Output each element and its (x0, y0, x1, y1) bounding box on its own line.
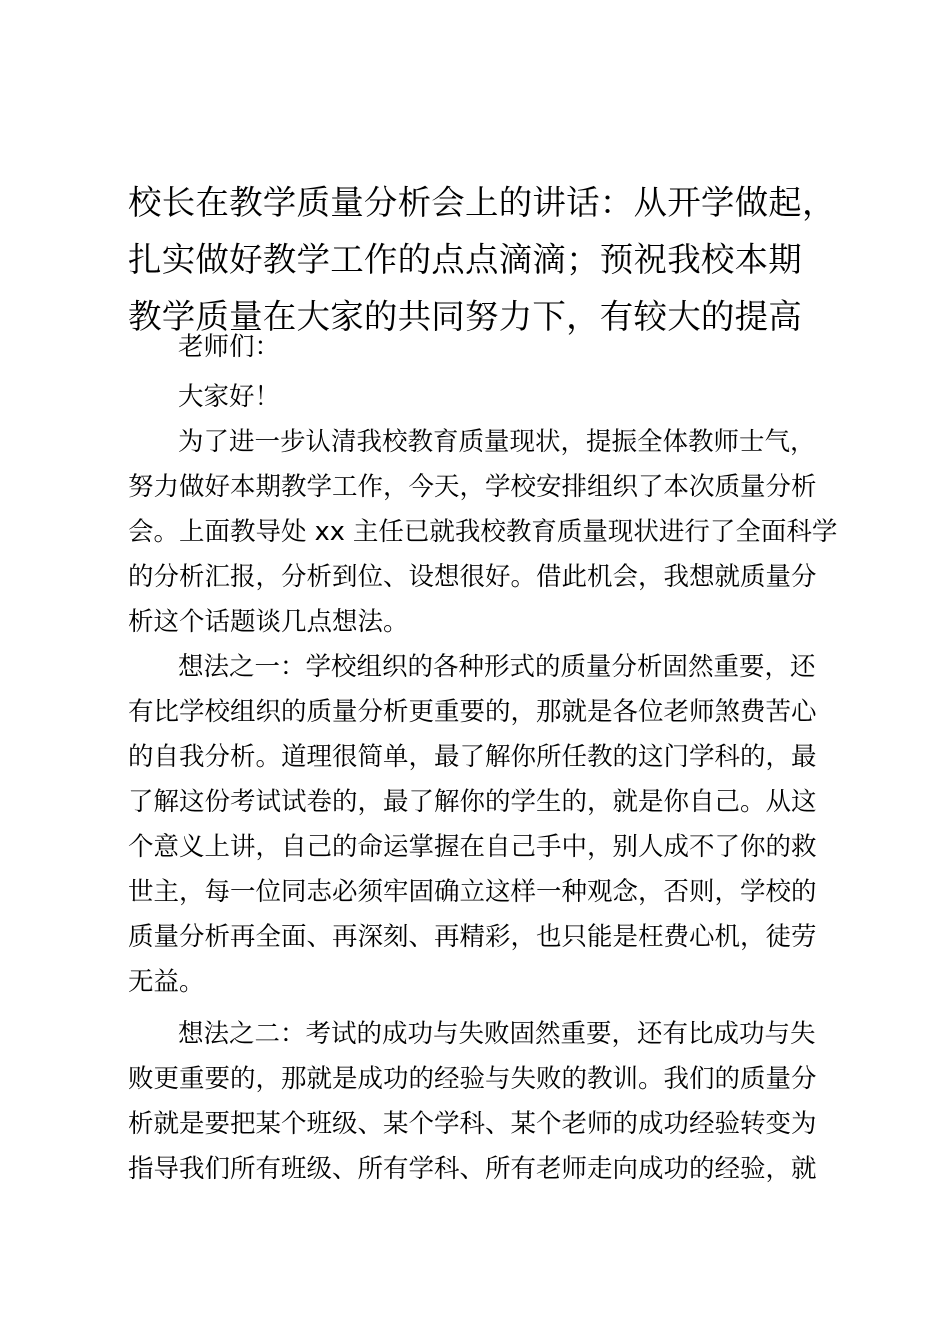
paragraph-line: 想法之二：考试的成功与失败固然重要，还有比成功与失 (178, 1019, 816, 1049)
paragraph-line: 析这个话题谈几点想法。 (128, 607, 409, 637)
paragraph-line: 质量分析再全面、再深刻、再精彩，也只能是枉费心机，徒劳 (128, 922, 817, 952)
paragraph-line: 析就是要把某个班级、某个学科、某个老师的成功经验转变为 (128, 1109, 817, 1139)
paragraph-1 (128, 420, 850, 645)
paragraph-line: 有比学校组织的质量分析更重要的，那就是各位老师煞费苦心 (128, 697, 817, 727)
paragraph-2 (128, 645, 850, 1005)
title-line: 扎实做好教学工作的点点滴滴；预祝我校本期 (128, 240, 802, 279)
paragraph-line: 的分析汇报，分析到位、设想很好。借此机会，我想就质量分 (128, 562, 817, 592)
paragraph-line: 的自我分析。道理很简单，最了解你所任教的这门学科的，最 (128, 742, 817, 772)
paragraph-line: 为了进一步认清我校教育质量现状，提振全体教师士气， (178, 427, 816, 457)
paragraph-line: 指导我们所有班级、所有学科、所有老师走向成功的经验，就 (128, 1154, 817, 1184)
paragraph-line: 了解这份考试试卷的，最了解你的学生的，就是你自己。从这 (128, 787, 817, 817)
paragraph-3 (128, 1012, 850, 1192)
paragraph-line: 想法之一：学校组织的各种形式的质量分析固然重要，还 (178, 652, 816, 682)
paragraph-line: 无益。 (128, 967, 205, 997)
document-body (128, 325, 850, 1192)
greeting: 大家好！ (178, 382, 281, 412)
paragraph-line: 世主，每一位同志必须牢固确立这样一种观念，否则，学校的 (128, 877, 817, 907)
salutation: 老师们： (178, 332, 281, 362)
document-title (128, 174, 850, 345)
paragraph-line: 个意义上讲，自己的命运掌握在自己手中，别人成不了你的救 (128, 832, 817, 862)
paragraph-line: 败更重要的，那就是成功的经验与失败的教训。我们的质量分 (128, 1064, 817, 1094)
paragraph-line: 会。上面教导处 xx 主任已就我校教育质量现状进行了全面科学 (128, 517, 838, 547)
greeting-paragraph (128, 375, 850, 420)
paragraph-line: 努力做好本期教学工作，今天，学校安排组织了本次质量分析 (128, 472, 817, 502)
title-line: 校长在教学质量分析会上的讲话：从开学做起， (128, 183, 836, 222)
salutation-paragraph (128, 325, 850, 370)
title-line: 教学质量在大家的共同努力下，有较大的提高 (128, 297, 802, 336)
